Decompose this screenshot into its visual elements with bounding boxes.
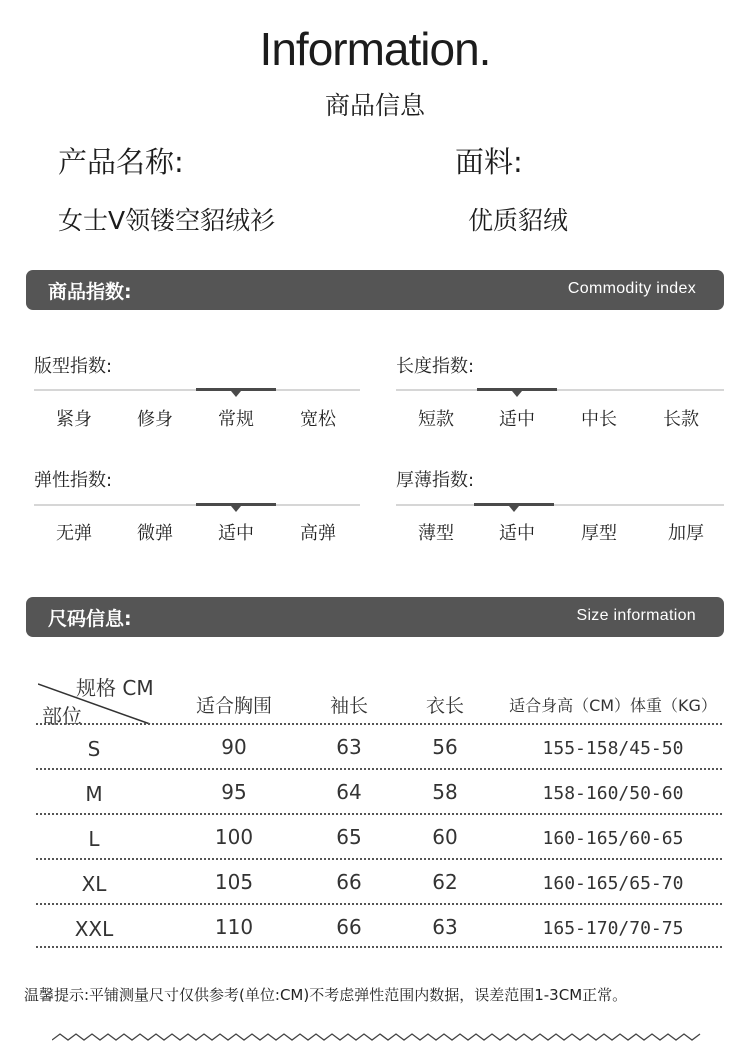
table-cell-fit: 158-160/50-60	[542, 783, 684, 804]
fit-index-label: 版型指数:	[34, 356, 113, 377]
elasticity-index-option: 无弹	[56, 523, 92, 544]
column-header-chest: 适合胸围	[195, 695, 272, 717]
table-cell-fit: 160-165/65-70	[542, 873, 684, 894]
zigzag-divider	[52, 1030, 702, 1050]
length-index-track	[396, 389, 724, 391]
table-cell-chest: 95	[221, 780, 247, 804]
table-divider	[36, 768, 722, 770]
table-cell-chest: 100	[214, 825, 254, 849]
product-name-label: 产品名称:	[58, 145, 184, 179]
table-cell-size: L	[88, 827, 100, 851]
table-cell-sleeve: 66	[336, 915, 362, 939]
column-header-fit: 适合身高（CM）体重（KG）	[509, 696, 717, 715]
fit-index-option: 修身	[137, 409, 173, 430]
fit-index-marker	[196, 388, 276, 391]
table-cell-sleeve: 63	[336, 735, 362, 759]
thickness-index-track	[396, 504, 724, 506]
commodity-index-banner	[26, 270, 724, 310]
thickness-index-option: 加厚	[668, 523, 704, 544]
length-index-option: 短款	[418, 409, 454, 430]
table-cell-size: M	[85, 782, 103, 806]
product-name-value: 女士V领镂空貂绒衫	[58, 206, 276, 235]
elasticity-index-label: 弹性指数:	[34, 470, 113, 491]
length-index-option: 适中	[499, 409, 535, 430]
column-header-length: 衣长	[425, 695, 464, 717]
thickness-index-option: 适中	[499, 523, 535, 544]
table-cell-size: XL	[81, 872, 107, 896]
table-cell-chest: 105	[214, 870, 254, 894]
fabric-label: 面料:	[455, 145, 523, 179]
size-info-title-en: Size information	[576, 607, 696, 624]
thickness-index-label: 厚薄指数:	[396, 470, 475, 491]
fit-index-option: 宽松	[300, 409, 336, 430]
table-cell-chest: 110	[214, 915, 254, 939]
table-divider	[36, 946, 722, 948]
elasticity-index-option: 适中	[218, 523, 254, 544]
table-cell-length: 63	[432, 915, 458, 939]
table-cell-sleeve: 66	[336, 870, 362, 894]
size-info-banner	[26, 597, 724, 637]
title-chinese: 商品信息	[324, 91, 425, 120]
table-cell-length: 58	[432, 780, 458, 804]
table-cell-length: 56	[432, 735, 458, 759]
size-info-title: 尺码信息:	[48, 608, 132, 630]
table-cell-fit: 160-165/60-65	[542, 828, 684, 849]
elasticity-index-option: 高弹	[300, 523, 336, 544]
measurement-note: 温馨提示:平铺测量尺寸仅供参考(单位:CM)不考虑弹性范围内数据，误差范围1-3CM正常。	[24, 986, 628, 1004]
table-divider	[36, 723, 722, 725]
table-divider	[36, 903, 722, 905]
length-index-option: 中长	[581, 409, 617, 430]
column-header-sleeve: 袖长	[329, 695, 368, 717]
table-corner-spec: 规格 CM	[76, 676, 154, 700]
table-cell-size: XXL	[74, 917, 114, 941]
elasticity-index-marker	[196, 503, 276, 506]
table-cell-length: 62	[432, 870, 458, 894]
table-cell-fit: 165-170/70-75	[542, 918, 684, 939]
table-divider	[36, 813, 722, 815]
fit-index-option: 常规	[218, 409, 254, 430]
commodity-index-title: 商品指数:	[48, 281, 132, 303]
elasticity-index-option: 微弹	[137, 523, 173, 544]
table-corner-part: 部位	[42, 704, 82, 728]
table-cell-length: 60	[432, 825, 458, 849]
table-cell-chest: 90	[221, 735, 247, 759]
thickness-index-option: 厚型	[581, 523, 617, 544]
table-cell-sleeve: 65	[336, 825, 362, 849]
table-cell-fit: 155-158/45-50	[542, 738, 684, 759]
table-cell-size: S	[87, 737, 101, 761]
length-index-label: 长度指数:	[396, 356, 475, 377]
length-index-marker	[477, 388, 557, 391]
thickness-index-marker	[474, 503, 554, 506]
table-cell-sleeve: 64	[336, 780, 362, 804]
fabric-value: 优质貂绒	[468, 206, 569, 235]
table-divider	[36, 858, 722, 860]
thickness-index-option: 薄型	[418, 523, 454, 544]
fit-index-option: 紧身	[56, 409, 92, 430]
commodity-index-title-en: Commodity index	[567, 280, 696, 297]
title-english: Information.	[259, 23, 491, 75]
length-index-option: 长款	[663, 409, 699, 430]
